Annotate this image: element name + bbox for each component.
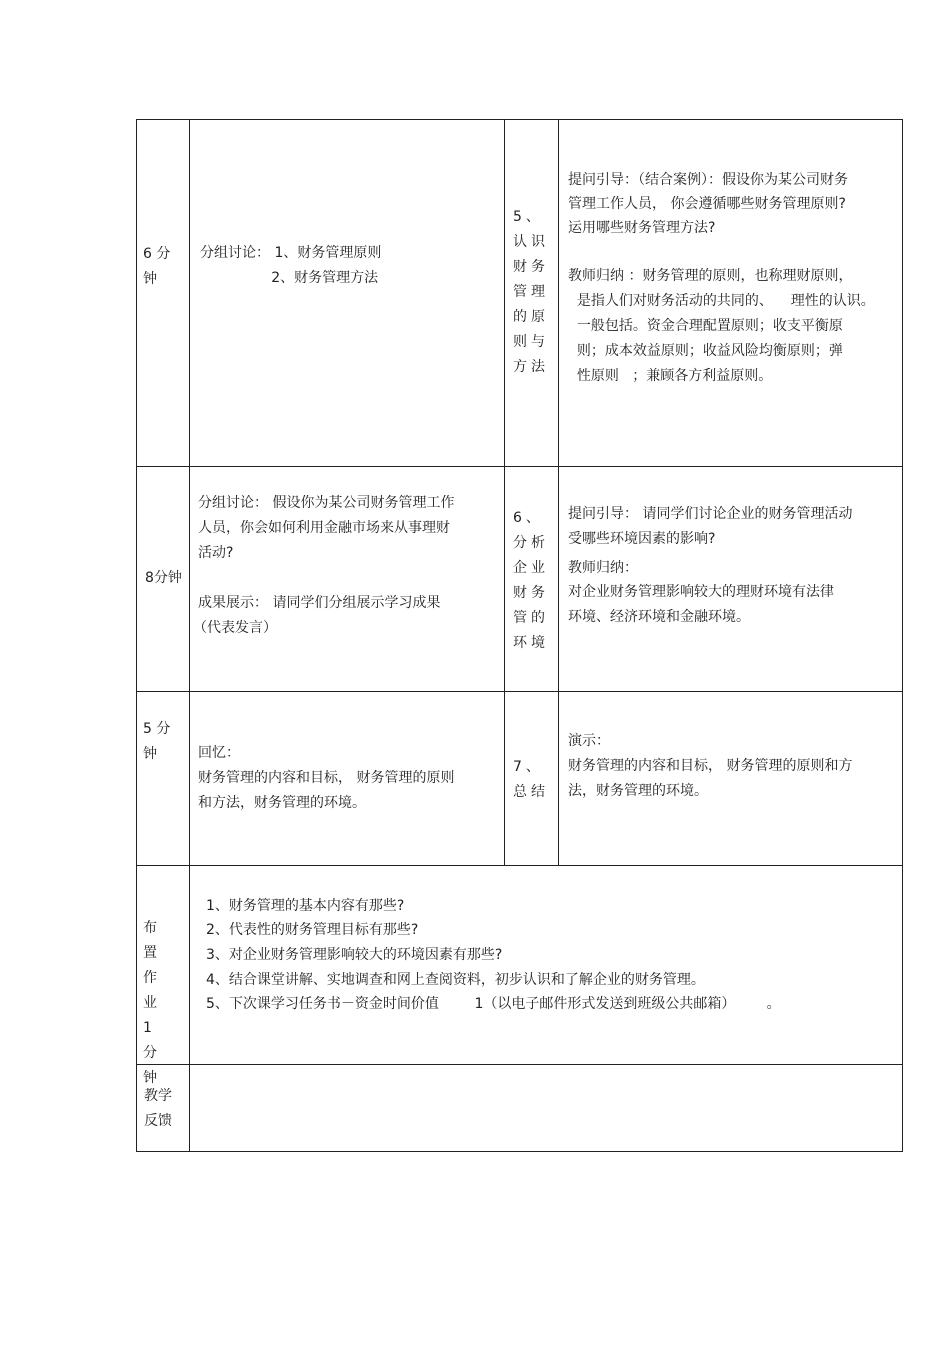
row-divider (137, 1064, 902, 1065)
row-1-activity-line-2: 2、财务管理方法 (200, 270, 379, 286)
row-3-guidance-line-3: 法，财务管理的环境。 (568, 783, 708, 799)
row-2-guidance-line-3: 教师归纳： (568, 560, 638, 576)
homework-item-4: 4、结合课堂讲解、实地调查和网上查阅资料，初步认识和了解企业的财务管理。 (206, 972, 705, 988)
row-2-guidance-line-2: 受哪些环境因素的影响? (568, 531, 716, 547)
homework-item-5: 5、下次课学习任务书－资金时间价值 1（以电子邮件形式发送到班级公共邮箱） 。 (206, 996, 781, 1012)
row-2-time: 8分钟 (145, 570, 182, 586)
row-1-time: 6 分钟 (143, 246, 171, 287)
row-2-activity-line-3: 活动? (198, 545, 234, 561)
row-1-guidance-line-2: 管理工作人员， 你会遵循哪些财务管理原则? (568, 196, 846, 212)
row-2-guidance-line-5: 环境、经济环境和金融环境。 (568, 609, 750, 625)
row-2-activity-line-2: 人员，你会如何利用金融市场来从事理财 (198, 520, 450, 536)
row-1-activity-line-1: 分组讨论： 1、财务管理原则 (200, 245, 382, 261)
row-1-guidance-line-8: 则；成本效益原则；收益风险均衡原则；弹 (568, 343, 843, 359)
row-3-activity-line-1: 回忆： (198, 745, 240, 761)
row-1-guidance-line-3: 运用哪些财务管理方法? (568, 220, 716, 236)
column-divider (504, 120, 505, 865)
row-2-guidance-line-4: 对企业财务管理影响较大的理财环境有法律 (568, 584, 834, 600)
row-divider (137, 691, 902, 692)
row-2-activity-line-6: （代表发言） (193, 620, 277, 636)
row-divider (137, 466, 902, 467)
column-divider (558, 120, 559, 865)
row-2-topic: 6、分析企业财务管的环境 (513, 510, 549, 651)
row-2-guidance-line-1: 提问引导： 请同学们讨论企业的财务管理活动 (568, 506, 853, 522)
row-1-guidance-line-1: 提问引导：（结合案例）：假设你为某公司财务 (568, 172, 848, 188)
homework-item-1: 1、财务管理的基本内容有那些? (206, 898, 405, 914)
homework-item-3: 3、对企业财务管理影响较大的环境因素有那些? (206, 947, 503, 963)
row-3-guidance-line-1: 演示： (568, 733, 610, 749)
row-3-activity-line-2: 财务管理的内容和目标， 财务管理的原则 (198, 770, 455, 786)
row-3-topic: 7、总结 (513, 759, 549, 800)
row-1-guidance-line-9: 性原则 ；兼顾各方利益原则。 (568, 368, 773, 384)
homework-item-2: 2、代表性的财务管理目标有那些? (206, 922, 419, 938)
row-divider (137, 865, 902, 866)
row-1-guidance-line-7: 一般包括。资金合理配置原则；收支平衡原 (568, 318, 843, 334)
row-3-time: 5 分钟 (143, 721, 171, 762)
row-1-topic: 5、认识财务管理的原则与方法 (513, 209, 549, 375)
row-3-activity-line-3: 和方法，财务管理的环境。 (198, 795, 366, 811)
row-3-guidance-line-2: 财务管理的内容和目标， 财务管理的原则和方 (568, 758, 853, 774)
row-2-activity-line-5: 成果展示： 请同学们分组展示学习成果 (198, 595, 441, 611)
column-divider (189, 120, 190, 1151)
row-1-guidance-line-5: 教师归纳 ：财务管理的原则，也称理财原则， (568, 268, 853, 284)
homework-label: 布置作业 1 分钟 (143, 920, 163, 1086)
row-2-activity-line-1: 分组讨论： 假设你为某公司财务管理工作 (198, 495, 455, 511)
row-1-guidance-line-6: 是指人们对财务活动的共同的、 理性的认识。 (568, 293, 875, 309)
feedback-label: 教学反馈 (144, 1088, 172, 1129)
